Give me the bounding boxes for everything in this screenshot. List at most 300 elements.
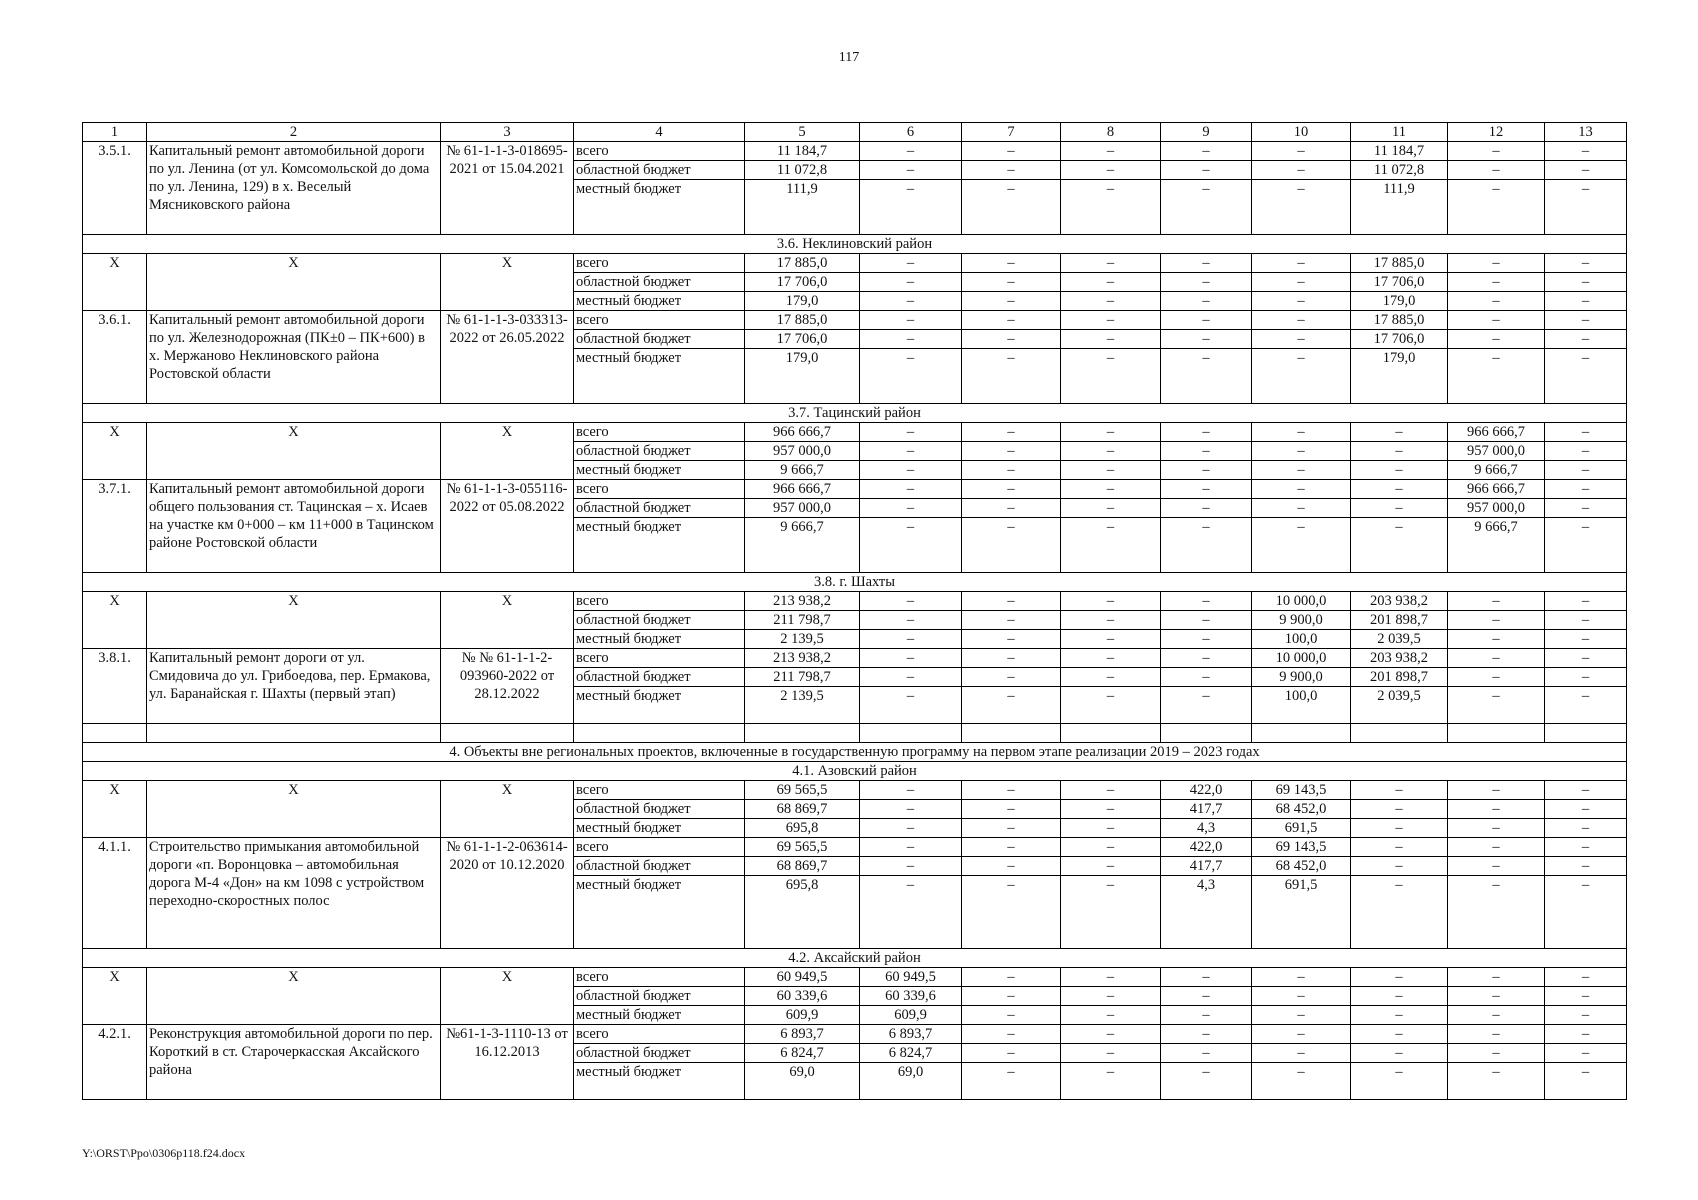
amount-cell: – bbox=[1545, 781, 1627, 800]
amount-cell: – bbox=[1161, 649, 1252, 668]
amount-cell: – bbox=[1545, 819, 1627, 838]
amount-cell: 68 452,0 bbox=[1252, 800, 1351, 819]
amount-cell: – bbox=[1252, 480, 1351, 499]
amount-cell: – bbox=[962, 800, 1061, 819]
amount-cell: 213 938,2 bbox=[745, 592, 860, 611]
table-row bbox=[83, 480, 1627, 499]
table-row bbox=[83, 1025, 1627, 1044]
amount-cell: – bbox=[1448, 838, 1545, 857]
amount-cell: – bbox=[1545, 180, 1627, 235]
amount-cell: 179,0 bbox=[745, 292, 860, 311]
amount-cell: – bbox=[1448, 142, 1545, 161]
amount-cell: 69 565,5 bbox=[745, 838, 860, 857]
amount-cell: – bbox=[1351, 968, 1448, 987]
amount-cell: 60 949,5 bbox=[745, 968, 860, 987]
amount-cell: 17 885,0 bbox=[745, 311, 860, 330]
amount-cell: – bbox=[1061, 819, 1161, 838]
empty-cell bbox=[745, 724, 860, 743]
amount-cell: – bbox=[1252, 292, 1351, 311]
amount-cell: 10 000,0 bbox=[1252, 592, 1351, 611]
amount-cell: – bbox=[1448, 611, 1545, 630]
amount-cell: 17 706,0 bbox=[745, 273, 860, 292]
amount-cell: – bbox=[1545, 630, 1627, 649]
amount-cell: – bbox=[962, 1025, 1061, 1044]
amount-cell: – bbox=[1061, 687, 1161, 724]
amount-cell: – bbox=[1252, 968, 1351, 987]
empty-cell bbox=[860, 724, 962, 743]
amount-cell: – bbox=[860, 611, 962, 630]
amount-cell: 4,3 bbox=[1161, 876, 1252, 949]
funding-source: всего bbox=[574, 781, 745, 800]
amount-cell: 211 798,7 bbox=[745, 668, 860, 687]
amount-cell: – bbox=[1448, 857, 1545, 876]
amount-cell: 2 039,5 bbox=[1351, 687, 1448, 724]
row-number: 3.5.1. bbox=[83, 142, 147, 235]
funding-source: всего bbox=[574, 838, 745, 857]
section-row bbox=[83, 404, 1627, 423]
amount-cell: 695,8 bbox=[745, 819, 860, 838]
amount-cell: – bbox=[1252, 518, 1351, 573]
amount-cell: – bbox=[962, 968, 1061, 987]
amount-cell: – bbox=[1545, 1025, 1627, 1044]
amount-cell: – bbox=[1061, 292, 1161, 311]
amount-cell: – bbox=[1252, 499, 1351, 518]
column-header: 8 bbox=[1061, 123, 1161, 142]
amount-cell: 966 666,7 bbox=[1448, 480, 1545, 499]
funding-source: местный бюджет bbox=[574, 461, 745, 480]
funding-source: областной бюджет bbox=[574, 611, 745, 630]
amount-cell: 9 666,7 bbox=[745, 518, 860, 573]
amount-cell: – bbox=[962, 442, 1061, 461]
amount-cell: – bbox=[860, 592, 962, 611]
amount-cell: – bbox=[860, 330, 962, 349]
amount-cell: – bbox=[1448, 330, 1545, 349]
document-ref: Х bbox=[441, 254, 574, 311]
amount-cell: – bbox=[962, 630, 1061, 649]
amount-cell: 422,0 bbox=[1161, 838, 1252, 857]
amount-cell: – bbox=[1351, 423, 1448, 442]
amount-cell: 60 339,6 bbox=[745, 987, 860, 1006]
amount-cell: – bbox=[1448, 273, 1545, 292]
amount-cell: – bbox=[1161, 1044, 1252, 1063]
amount-cell: 17 885,0 bbox=[1351, 311, 1448, 330]
amount-cell: 17 885,0 bbox=[745, 254, 860, 273]
amount-cell: – bbox=[1448, 254, 1545, 273]
column-header: 3 bbox=[441, 123, 574, 142]
amount-cell: – bbox=[962, 480, 1061, 499]
column-header: 6 bbox=[860, 123, 962, 142]
amount-cell: – bbox=[1545, 687, 1627, 724]
amount-cell: – bbox=[1545, 1006, 1627, 1025]
column-header: 12 bbox=[1448, 123, 1545, 142]
amount-cell: – bbox=[1161, 987, 1252, 1006]
table-row bbox=[83, 311, 1627, 330]
amount-cell: – bbox=[1545, 499, 1627, 518]
amount-cell: – bbox=[1252, 161, 1351, 180]
column-header: 10 bbox=[1252, 123, 1351, 142]
amount-cell: – bbox=[1061, 968, 1161, 987]
amount-cell: 11 184,7 bbox=[1351, 142, 1448, 161]
amount-cell: 211 798,7 bbox=[745, 611, 860, 630]
amount-cell: – bbox=[1061, 800, 1161, 819]
amount-cell: – bbox=[1351, 461, 1448, 480]
amount-cell: – bbox=[962, 781, 1061, 800]
amount-cell: 203 938,2 bbox=[1351, 649, 1448, 668]
amount-cell: – bbox=[962, 876, 1061, 949]
amount-cell: 10 000,0 bbox=[1252, 649, 1351, 668]
funding-source: областной бюджет bbox=[574, 1044, 745, 1063]
funding-source: областной бюджет bbox=[574, 668, 745, 687]
amount-cell: 69,0 bbox=[745, 1063, 860, 1100]
empty-cell bbox=[1545, 724, 1627, 743]
amount-cell: 417,7 bbox=[1161, 857, 1252, 876]
column-header: 9 bbox=[1161, 123, 1252, 142]
amount-cell: – bbox=[1545, 442, 1627, 461]
amount-cell: – bbox=[860, 649, 962, 668]
amount-cell: – bbox=[1448, 592, 1545, 611]
amount-cell: – bbox=[1351, 1063, 1448, 1100]
amount-cell: – bbox=[1448, 180, 1545, 235]
amount-cell: – bbox=[1448, 987, 1545, 1006]
section-title: 4.1. Азовский район bbox=[83, 762, 1627, 781]
amount-cell: – bbox=[962, 838, 1061, 857]
funding-source: всего bbox=[574, 968, 745, 987]
funding-source: местный бюджет bbox=[574, 349, 745, 404]
amount-cell: – bbox=[1252, 1044, 1351, 1063]
empty-cell bbox=[147, 724, 441, 743]
header-row bbox=[83, 123, 1627, 142]
section-title: 3.8. г. Шахты bbox=[83, 573, 1627, 592]
amount-cell: 417,7 bbox=[1161, 800, 1252, 819]
funding-source: всего bbox=[574, 1025, 745, 1044]
amount-cell: 2 139,5 bbox=[745, 630, 860, 649]
table-row bbox=[83, 592, 1627, 611]
amount-cell: – bbox=[1061, 273, 1161, 292]
amount-cell: 11 184,7 bbox=[745, 142, 860, 161]
amount-cell: – bbox=[1545, 273, 1627, 292]
document-ref: № 61-1-1-3-033313-2022 от 26.05.2022 bbox=[441, 311, 574, 404]
funding-source: местный бюджет bbox=[574, 630, 745, 649]
amount-cell: – bbox=[1351, 442, 1448, 461]
amount-cell: 179,0 bbox=[745, 349, 860, 404]
amount-cell: – bbox=[1351, 857, 1448, 876]
section-title: 3.7. Тацинский район bbox=[83, 404, 1627, 423]
row-number: Х bbox=[83, 781, 147, 838]
amount-cell: – bbox=[1161, 142, 1252, 161]
amount-cell: – bbox=[860, 461, 962, 480]
funding-source: всего bbox=[574, 592, 745, 611]
amount-cell: 609,9 bbox=[745, 1006, 860, 1025]
row-number: 4.2.1. bbox=[83, 1025, 147, 1100]
amount-cell: – bbox=[962, 349, 1061, 404]
amount-cell: 957 000,0 bbox=[1448, 499, 1545, 518]
amount-cell: – bbox=[1448, 161, 1545, 180]
budget-table bbox=[82, 122, 1627, 1100]
amount-cell: 68 452,0 bbox=[1252, 857, 1351, 876]
funding-source: всего bbox=[574, 649, 745, 668]
amount-cell: – bbox=[1061, 611, 1161, 630]
amount-cell: – bbox=[1252, 1006, 1351, 1025]
amount-cell: – bbox=[1161, 254, 1252, 273]
section-title: 3.6. Неклиновский район bbox=[83, 235, 1627, 254]
amount-cell: – bbox=[860, 630, 962, 649]
amount-cell: 9 666,7 bbox=[745, 461, 860, 480]
amount-cell: – bbox=[1448, 349, 1545, 404]
object-name: Строительство примыкания автомобильной дороги «п. Воронцовка – автомобильная дорога М-4 «Дон» на км 1098 с устройством переходно-скоростных полос bbox=[147, 838, 441, 949]
amount-cell: 179,0 bbox=[1351, 292, 1448, 311]
column-header: 2 bbox=[147, 123, 441, 142]
amount-cell: 9 900,0 bbox=[1252, 668, 1351, 687]
amount-cell: – bbox=[1252, 1025, 1351, 1044]
amount-cell: 60 339,6 bbox=[860, 987, 962, 1006]
amount-cell: – bbox=[1061, 1063, 1161, 1100]
table-row bbox=[83, 838, 1627, 857]
amount-cell: – bbox=[860, 180, 962, 235]
section-row bbox=[83, 235, 1627, 254]
amount-cell: 100,0 bbox=[1252, 630, 1351, 649]
amount-cell: – bbox=[1545, 518, 1627, 573]
amount-cell: 966 666,7 bbox=[745, 480, 860, 499]
amount-cell: – bbox=[860, 349, 962, 404]
amount-cell: – bbox=[1351, 1006, 1448, 1025]
amount-cell: – bbox=[962, 273, 1061, 292]
amount-cell: – bbox=[962, 1044, 1061, 1063]
amount-cell: – bbox=[1448, 311, 1545, 330]
amount-cell: – bbox=[1161, 311, 1252, 330]
amount-cell: – bbox=[962, 518, 1061, 573]
amount-cell: – bbox=[1161, 292, 1252, 311]
amount-cell: – bbox=[1448, 1044, 1545, 1063]
amount-cell: – bbox=[1161, 273, 1252, 292]
amount-cell: – bbox=[1161, 1025, 1252, 1044]
amount-cell: – bbox=[1161, 330, 1252, 349]
amount-cell: 6 893,7 bbox=[860, 1025, 962, 1044]
amount-cell: – bbox=[1061, 442, 1161, 461]
amount-cell: – bbox=[1545, 668, 1627, 687]
amount-cell: – bbox=[1161, 1063, 1252, 1100]
amount-cell: – bbox=[860, 668, 962, 687]
amount-cell: 4,3 bbox=[1161, 819, 1252, 838]
column-header: 13 bbox=[1545, 123, 1627, 142]
amount-cell: – bbox=[1061, 330, 1161, 349]
amount-cell: – bbox=[1351, 1025, 1448, 1044]
amount-cell: – bbox=[1448, 781, 1545, 800]
funding-source: местный бюджет bbox=[574, 1063, 745, 1100]
document-ref: № № 61-1-1-2-093960-2022 от 28.12.2022 bbox=[441, 649, 574, 724]
amount-cell: – bbox=[1545, 838, 1627, 857]
amount-cell: – bbox=[860, 254, 962, 273]
object-name: Х bbox=[147, 781, 441, 838]
amount-cell: – bbox=[1448, 819, 1545, 838]
amount-cell: – bbox=[1448, 800, 1545, 819]
funding-source: областной бюджет bbox=[574, 987, 745, 1006]
amount-cell: – bbox=[1161, 161, 1252, 180]
amount-cell: – bbox=[860, 518, 962, 573]
funding-source: местный бюджет bbox=[574, 180, 745, 235]
amount-cell: 6 893,7 bbox=[745, 1025, 860, 1044]
amount-cell: – bbox=[860, 423, 962, 442]
amount-cell: – bbox=[1061, 461, 1161, 480]
document-ref: №61-1-3-1110-13 от 16.12.2013 bbox=[441, 1025, 574, 1100]
amount-cell: – bbox=[1252, 442, 1351, 461]
empty-cell bbox=[441, 724, 574, 743]
amount-cell: 17 706,0 bbox=[1351, 330, 1448, 349]
amount-cell: – bbox=[1161, 592, 1252, 611]
funding-source: областной бюджет bbox=[574, 800, 745, 819]
amount-cell: – bbox=[860, 273, 962, 292]
empty-cell bbox=[574, 724, 745, 743]
amount-cell: – bbox=[1061, 592, 1161, 611]
table-row bbox=[83, 423, 1627, 442]
section-title: 4.2. Аксайский район bbox=[83, 949, 1627, 968]
amount-cell: – bbox=[1061, 1006, 1161, 1025]
amount-cell: 69 143,5 bbox=[1252, 781, 1351, 800]
amount-cell: – bbox=[860, 819, 962, 838]
amount-cell: – bbox=[962, 611, 1061, 630]
amount-cell: – bbox=[1448, 292, 1545, 311]
column-header: 5 bbox=[745, 123, 860, 142]
amount-cell: 201 898,7 bbox=[1351, 611, 1448, 630]
amount-cell: – bbox=[1252, 254, 1351, 273]
amount-cell: – bbox=[1161, 180, 1252, 235]
amount-cell: – bbox=[1448, 968, 1545, 987]
section-row bbox=[83, 949, 1627, 968]
row-number: 4.1.1. bbox=[83, 838, 147, 949]
amount-cell: 2 039,5 bbox=[1351, 630, 1448, 649]
amount-cell: – bbox=[1061, 161, 1161, 180]
amount-cell: – bbox=[1061, 781, 1161, 800]
amount-cell: 203 938,2 bbox=[1351, 592, 1448, 611]
amount-cell: – bbox=[962, 819, 1061, 838]
amount-cell: 6 824,7 bbox=[745, 1044, 860, 1063]
amount-cell: – bbox=[1061, 349, 1161, 404]
amount-cell: – bbox=[1252, 987, 1351, 1006]
amount-cell: 68 869,7 bbox=[745, 800, 860, 819]
amount-cell: – bbox=[1161, 630, 1252, 649]
amount-cell: – bbox=[1545, 611, 1627, 630]
amount-cell: – bbox=[1161, 1006, 1252, 1025]
amount-cell: – bbox=[1161, 499, 1252, 518]
amount-cell: – bbox=[962, 687, 1061, 724]
amount-cell: 69 565,5 bbox=[745, 781, 860, 800]
amount-cell: – bbox=[1545, 142, 1627, 161]
amount-cell: – bbox=[962, 668, 1061, 687]
empty-cell bbox=[1161, 724, 1252, 743]
amount-cell: 609,9 bbox=[860, 1006, 962, 1025]
amount-cell: – bbox=[1545, 968, 1627, 987]
funding-source: местный бюджет bbox=[574, 292, 745, 311]
funding-source: местный бюджет bbox=[574, 819, 745, 838]
amount-cell: – bbox=[1545, 330, 1627, 349]
amount-cell: 957 000,0 bbox=[1448, 442, 1545, 461]
section-row bbox=[83, 573, 1627, 592]
row-number: 3.7.1. bbox=[83, 480, 147, 573]
amount-cell: – bbox=[1545, 876, 1627, 949]
empty-cell bbox=[83, 724, 147, 743]
column-header: 7 bbox=[962, 123, 1061, 142]
amount-cell: – bbox=[1252, 461, 1351, 480]
object-name: Х bbox=[147, 423, 441, 480]
amount-cell: – bbox=[860, 857, 962, 876]
amount-cell: – bbox=[1545, 423, 1627, 442]
amount-cell: 69,0 bbox=[860, 1063, 962, 1100]
amount-cell: – bbox=[1448, 1063, 1545, 1100]
amount-cell: 111,9 bbox=[1351, 180, 1448, 235]
funding-source: областной бюджет bbox=[574, 330, 745, 349]
amount-cell: – bbox=[962, 142, 1061, 161]
amount-cell: – bbox=[1061, 857, 1161, 876]
amount-cell: – bbox=[1545, 857, 1627, 876]
document-ref: Х bbox=[441, 592, 574, 649]
amount-cell: – bbox=[1351, 480, 1448, 499]
table-row bbox=[83, 142, 1627, 161]
amount-cell: – bbox=[1545, 161, 1627, 180]
page-number: 117 bbox=[838, 50, 860, 65]
row-number: 3.6.1. bbox=[83, 311, 147, 404]
amount-cell: – bbox=[1448, 649, 1545, 668]
amount-cell: – bbox=[1448, 687, 1545, 724]
amount-cell: – bbox=[1545, 311, 1627, 330]
amount-cell: 2 139,5 bbox=[745, 687, 860, 724]
object-name: Х bbox=[147, 254, 441, 311]
amount-cell: – bbox=[962, 649, 1061, 668]
amount-cell: – bbox=[1252, 1063, 1351, 1100]
amount-cell: – bbox=[962, 254, 1061, 273]
document-ref: Х bbox=[441, 968, 574, 1025]
amount-cell: – bbox=[860, 876, 962, 949]
object-name: Капитальный ремонт автомобильной дороги по ул. Железнодорожная (ПК±0 – ПК+600) в х. Мержаново Неклиновского района Ростовской области bbox=[147, 311, 441, 404]
amount-cell: – bbox=[1351, 876, 1448, 949]
amount-cell: – bbox=[1351, 781, 1448, 800]
amount-cell: – bbox=[1061, 180, 1161, 235]
funding-source: местный бюджет bbox=[574, 687, 745, 724]
amount-cell: – bbox=[1448, 876, 1545, 949]
amount-cell: 17 885,0 bbox=[1351, 254, 1448, 273]
row-number: 3.8.1. bbox=[83, 649, 147, 724]
row-number: Х bbox=[83, 423, 147, 480]
amount-cell: 957 000,0 bbox=[745, 499, 860, 518]
amount-cell: – bbox=[1252, 142, 1351, 161]
section-title: 4. Объекты вне региональных проектов, включенные в государственную программу на первом этапе реализации 2019 – 2023 годах bbox=[83, 743, 1627, 762]
table-row bbox=[83, 254, 1627, 273]
amount-cell: – bbox=[1252, 423, 1351, 442]
funding-source: областной бюджет bbox=[574, 499, 745, 518]
amount-cell: – bbox=[1545, 292, 1627, 311]
amount-cell: 213 938,2 bbox=[745, 649, 860, 668]
section-row bbox=[83, 743, 1627, 762]
amount-cell: – bbox=[962, 330, 1061, 349]
amount-cell: – bbox=[1061, 668, 1161, 687]
empty-cell bbox=[1351, 724, 1448, 743]
column-header: 11 bbox=[1351, 123, 1448, 142]
footer-path: Y:\ORST\Ppo\0306p118.f24.docx bbox=[82, 1146, 246, 1160]
table-row bbox=[83, 781, 1627, 800]
amount-cell: – bbox=[1061, 876, 1161, 949]
amount-cell: – bbox=[1351, 499, 1448, 518]
amount-cell: – bbox=[1545, 592, 1627, 611]
empty-cell bbox=[962, 724, 1061, 743]
amount-cell: 691,5 bbox=[1252, 876, 1351, 949]
amount-cell: – bbox=[1252, 180, 1351, 235]
amount-cell: – bbox=[1061, 311, 1161, 330]
amount-cell: 9 900,0 bbox=[1252, 611, 1351, 630]
amount-cell: – bbox=[1061, 1025, 1161, 1044]
empty-cell bbox=[1448, 724, 1545, 743]
amount-cell: 60 949,5 bbox=[860, 968, 962, 987]
amount-cell: – bbox=[1252, 349, 1351, 404]
amount-cell: – bbox=[1161, 687, 1252, 724]
amount-cell: – bbox=[1061, 838, 1161, 857]
